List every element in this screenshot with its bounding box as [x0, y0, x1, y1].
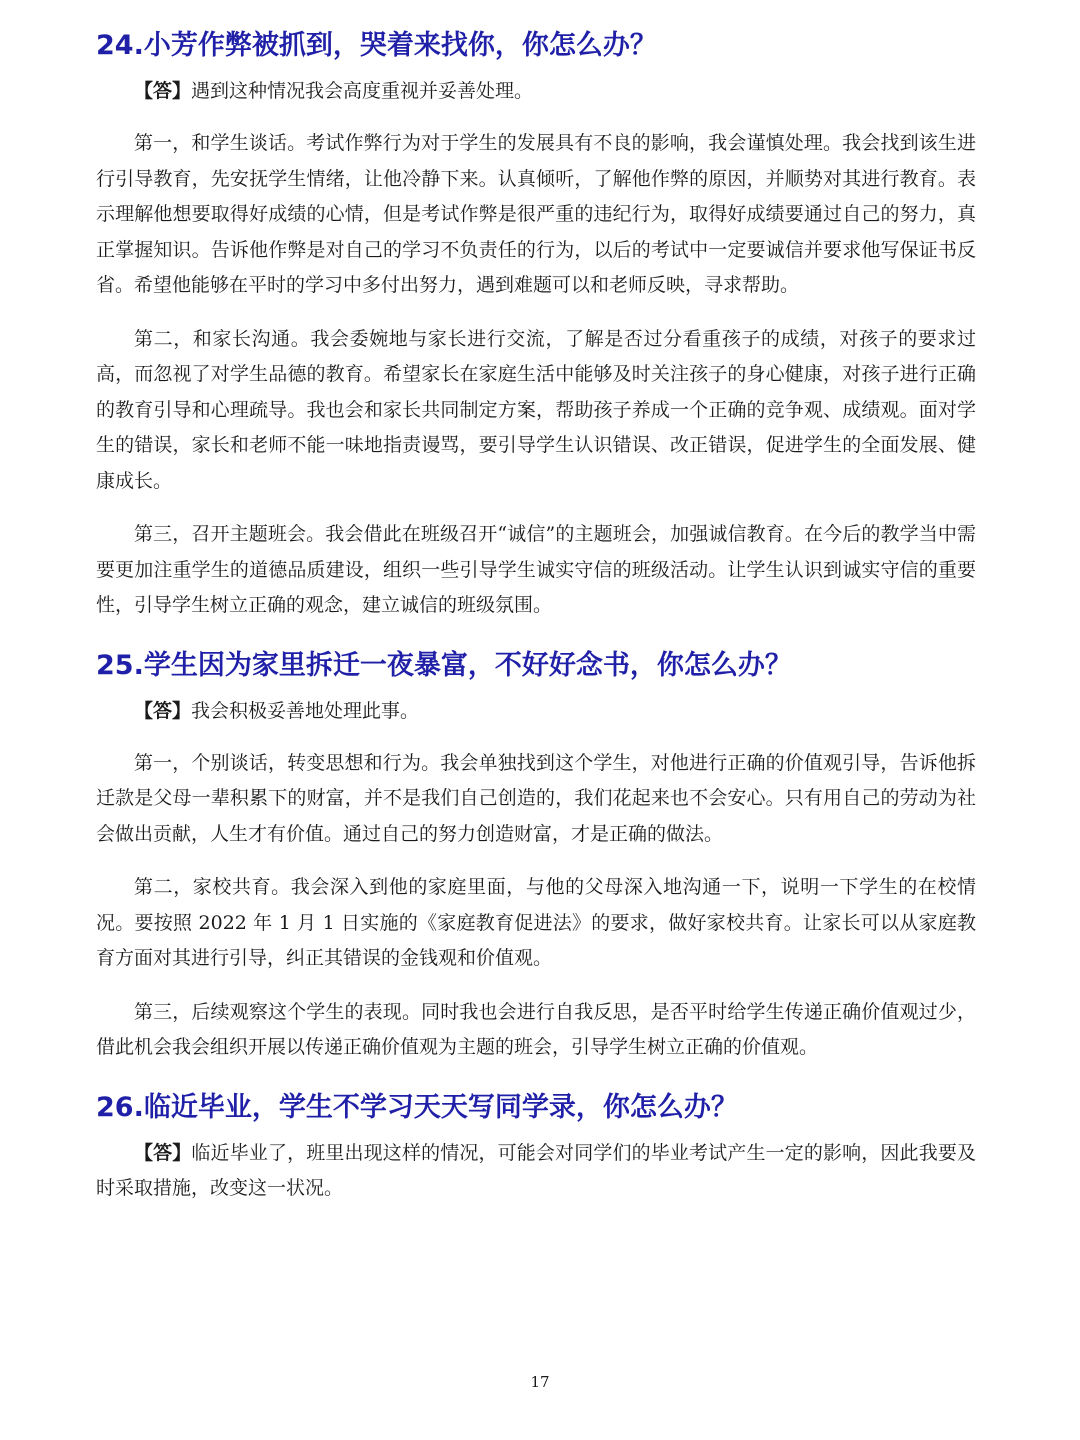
- answer-paragraph: 第一，个别谈话，转变思想和行为。我会单独找到这个学生，对他进行正确的价值观引导，告诉他拆迁款是父母一辈积累下的财富，并不是我们自己创造的，我们花起来也不会安心。只有用自己的劳动为社会做出贡献，人生才有价值。通过自己的努力创造财富，才是正确的做法。: [96, 751, 976, 845]
- answer-intro: [96, 1136, 976, 1207]
- answer-text: 临近毕业了，班里出现这样的情况，可能会对同学们的毕业考试产生一定的影响，因此我要及时采取措施，改变这一状况。: [96, 1141, 976, 1199]
- page-number: 17: [530, 1373, 550, 1391]
- answer-paragraph: 第二，和家长沟通。我会委婉地与家长进行交流，了解是否过分看重孩子的成绩，对孩子的要求过高，而忽视了对学生品德的教育。希望家长在家庭生活中能够及时关注孩子的身心健康，对孩子进行正确的教育引导和心理疏导。我也会和家长共同制定方案，帮助孩子养成一个正确的竞争观、成绩观。面对学生的错误，家长和老师不能一味地指责谩骂，要引导学生认识错误、改正错误，促进学生的全面发展、健康成长。: [96, 327, 976, 492]
- answer-paragraph: 第二，家校共育。我会深入到他的家庭里面，与他的父母深入地沟通一下，说明一下学生的在校情况。要按照 2022 年 1 月 1 日实施的《家庭教育促进法》的要求，做好家校共育。让家长可以从家庭教育方面对其进行引导，纠正其错误的金钱观和价值观。: [96, 876, 976, 969]
- answer-text: 我会积极妥善地处理此事。: [191, 699, 420, 722]
- question-section-26: [96, 1084, 976, 1207]
- question-title: 25.学生因为家里拆迁一夜暴富，不好好念书，你怎么办？: [96, 649, 792, 681]
- answer-text: 遇到这种情况我会高度重视并妥善处理。: [191, 80, 534, 102]
- answer-intro: [96, 74, 976, 108]
- question-title: 26.临近毕业，学生不学习天天写同学录，你怎么办？: [96, 1091, 738, 1123]
- question-section-24: [96, 22, 976, 624]
- answer-mark: 【答】: [134, 80, 192, 102]
- page-content: [96, 22, 976, 1225]
- question-title: 24.小芳作弊被抓到，哭着来找你，你怎么办？: [96, 30, 657, 61]
- answer-mark: 【答】: [134, 699, 192, 722]
- answer-paragraph: 第三，召开主题班会。我会借此在班级召开“诚信”的主题班会，加强诚信教育。在今后的教学当中需要更加注重学生的道德品质建设，组织一些引导学生诚实守信的班级活动。让学生认识到诚实守信的重要性，引导学生树立正确的观念，建立诚信的班级氛围。: [96, 523, 976, 616]
- answer-paragraph: 第三，后续观察这个学生的表现。同时我也会进行自我反思，是否平时给学生传递正确价值观过少，借此机会我会组织开展以传递正确价值观为主题的班会，引导学生树立正确的价值观。: [96, 1000, 976, 1058]
- answer-paragraph: 第一，和学生谈话。考试作弊行为对于学生的发展具有不良的影响，我会谨慎处理。我会找到该生进行引导教育，先安抚学生情绪，让他冷静下来。认真倾听，了解他作弊的原因，并顺势对其进行教育。表示理解他想要取得好成绩的心情，但是考试作弊是很严重的违纪行为，取得好成绩要通过自己的努力，真正掌握知识。告诉他作弊是对自己的学习不负责任的行为，以后的考试中一定要诚信并要求他写保证书反省。希望他能够在平时的学习中多付出努力，遇到难题可以和老师反映，寻求帮助。: [96, 132, 976, 296]
- answer-mark: 【答】: [134, 1141, 192, 1164]
- answer-intro: [96, 694, 976, 728]
- question-section-25: [96, 642, 976, 1066]
